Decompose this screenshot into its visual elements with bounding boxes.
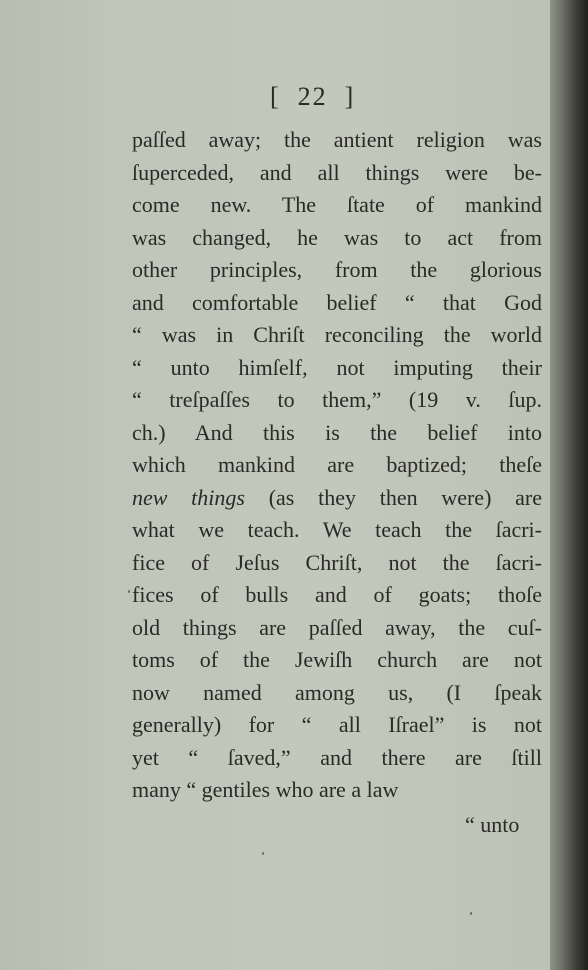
- text-line: yet “ ſaved,” and there are ſtill: [132, 744, 542, 770]
- text-line: other principles, from the glorious: [132, 257, 542, 282]
- text-line: old things are paſſed away, the cuſ-: [132, 614, 542, 640]
- text-line: come new. The ſtate of mankind: [132, 192, 542, 217]
- emphasis: new things: [132, 484, 245, 510]
- catchword: “ unto: [465, 812, 520, 837]
- page-number: [ 22 ]: [270, 82, 356, 111]
- text-line: new things (as they then were) are: [132, 484, 542, 510]
- text-line: fice of Jeſus Chriſt, not the ſacri-: [132, 549, 542, 575]
- paper-fleck: [128, 590, 130, 593]
- body-text: [132, 124, 542, 807]
- text-line: was changed, he was to act from: [132, 224, 542, 250]
- text-line: paſſed away; the antient religion was: [132, 127, 542, 152]
- text-line: what we teach. We teach the ſacri-: [132, 517, 542, 542]
- text-line: now named among us, (I ſpeak: [132, 679, 542, 705]
- text-line: ſuperceded, and all things were be-: [132, 159, 542, 185]
- text-line: “ unto himſelf, not imputing their: [132, 354, 542, 380]
- text-line: fices of bulls and of goats; thoſe: [132, 582, 542, 607]
- text-line: and comfortable belief “ that God: [132, 289, 542, 315]
- text-line: toms of the Jewiſh church are not: [132, 647, 542, 672]
- text-line: generally) for “ all Iſrael” is not: [132, 712, 542, 737]
- text-line: ch.) And this is the belief into: [132, 419, 542, 445]
- text-line: “ treſpaſſes to them,” (19 v. ſup.: [132, 387, 542, 412]
- paper-fleck: [470, 912, 472, 915]
- page-edge: [550, 0, 588, 970]
- text-line: many “ gentiles who are a law: [132, 777, 399, 802]
- paper-fleck: [262, 852, 264, 855]
- text-line: which mankind are baptized; theſe: [132, 452, 542, 477]
- text-line: “ was in Chriſt reconciling the world: [132, 322, 542, 347]
